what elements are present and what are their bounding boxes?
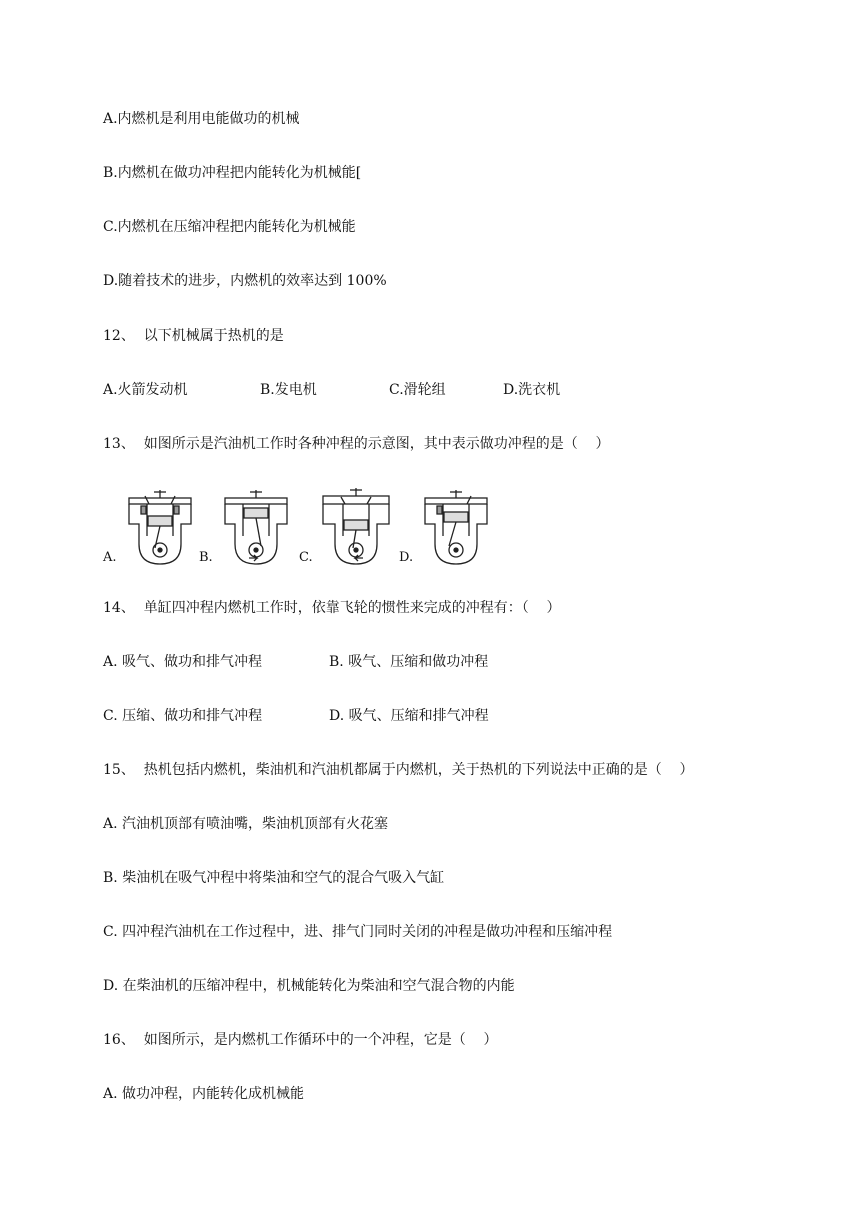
q12-option-b: B.发电机 bbox=[260, 382, 317, 398]
q11-option-d: D.随着技术的进步，内燃机的效率达到 100% bbox=[103, 273, 387, 289]
q13-figure bbox=[103, 488, 523, 568]
question-12: 12、 以下机械属于热机的是 bbox=[103, 328, 284, 344]
engine-diagram-d bbox=[399, 488, 495, 568]
engine-label-b: B. bbox=[199, 550, 213, 565]
engine-label-c: C. bbox=[299, 550, 313, 565]
engine-label-a: A. bbox=[103, 550, 117, 565]
q11-option-a: A.内燃机是利用电能做功的机械 bbox=[103, 111, 300, 127]
engine-diagram-c bbox=[299, 488, 399, 568]
q14-option-c: C. 压缩、做功和排气冲程 bbox=[103, 708, 263, 724]
q15-option-d: D. 在柴油机的压缩冲程中，机械能转化为柴油和空气混合物的内能 bbox=[103, 978, 515, 994]
engine-label-d: D. bbox=[399, 550, 414, 565]
q15-option-c: C. 四冲程汽油机在工作过程中，进、排气门同时关闭的冲程是做功冲程和压缩冲程 bbox=[103, 924, 613, 940]
q11-option-c: C.内燃机在压缩冲程把内能转化为机械能 bbox=[103, 219, 356, 235]
question-13: 13、 如图所示是汽油机工作时各种冲程的示意图，其中表示做功冲程的是（ ） bbox=[103, 436, 610, 452]
q15-option-b: B. 柴油机在吸气冲程中将柴油和空气的混合气吸入气缸 bbox=[103, 870, 445, 886]
engine-diagram-a bbox=[103, 488, 199, 568]
q11-option-b: B.内燃机在做功冲程把内能转化为机械能[ bbox=[103, 165, 362, 181]
q12-option-c: C.滑轮组 bbox=[389, 382, 446, 398]
q14-option-d: D. 吸气、压缩和排气冲程 bbox=[329, 708, 489, 724]
engine-b-illustration bbox=[219, 488, 293, 566]
question-15: 15、 热机包括内燃机，柴油机和汽油机都属于内燃机，关于热机的下列说法中正确的是（ ） bbox=[103, 762, 694, 778]
q14-option-b: B. 吸气、压缩和做功冲程 bbox=[329, 654, 489, 670]
q15-option-a: A. 汽油机顶部有喷油嘴，柴油机顶部有火花塞 bbox=[103, 816, 389, 832]
q16-option-a: A. 做功冲程，内能转化成机械能 bbox=[103, 1086, 305, 1102]
engine-a-illustration bbox=[123, 488, 197, 566]
question-14: 14、 单缸四冲程内燃机工作时，依靠飞轮的惯性来完成的冲程有：（ ） bbox=[103, 600, 561, 616]
engine-d-illustration bbox=[419, 488, 493, 566]
engine-c-illustration bbox=[319, 488, 393, 566]
q12-option-a: A.火箭发动机 bbox=[103, 382, 188, 398]
q12-option-d: D.洗衣机 bbox=[503, 382, 561, 398]
q14-option-a: A. 吸气、做功和排气冲程 bbox=[103, 654, 263, 670]
question-16: 16、 如图所示，是内燃机工作循环中的一个冲程，它是（ ） bbox=[103, 1032, 498, 1048]
engine-diagram-b bbox=[199, 488, 295, 568]
